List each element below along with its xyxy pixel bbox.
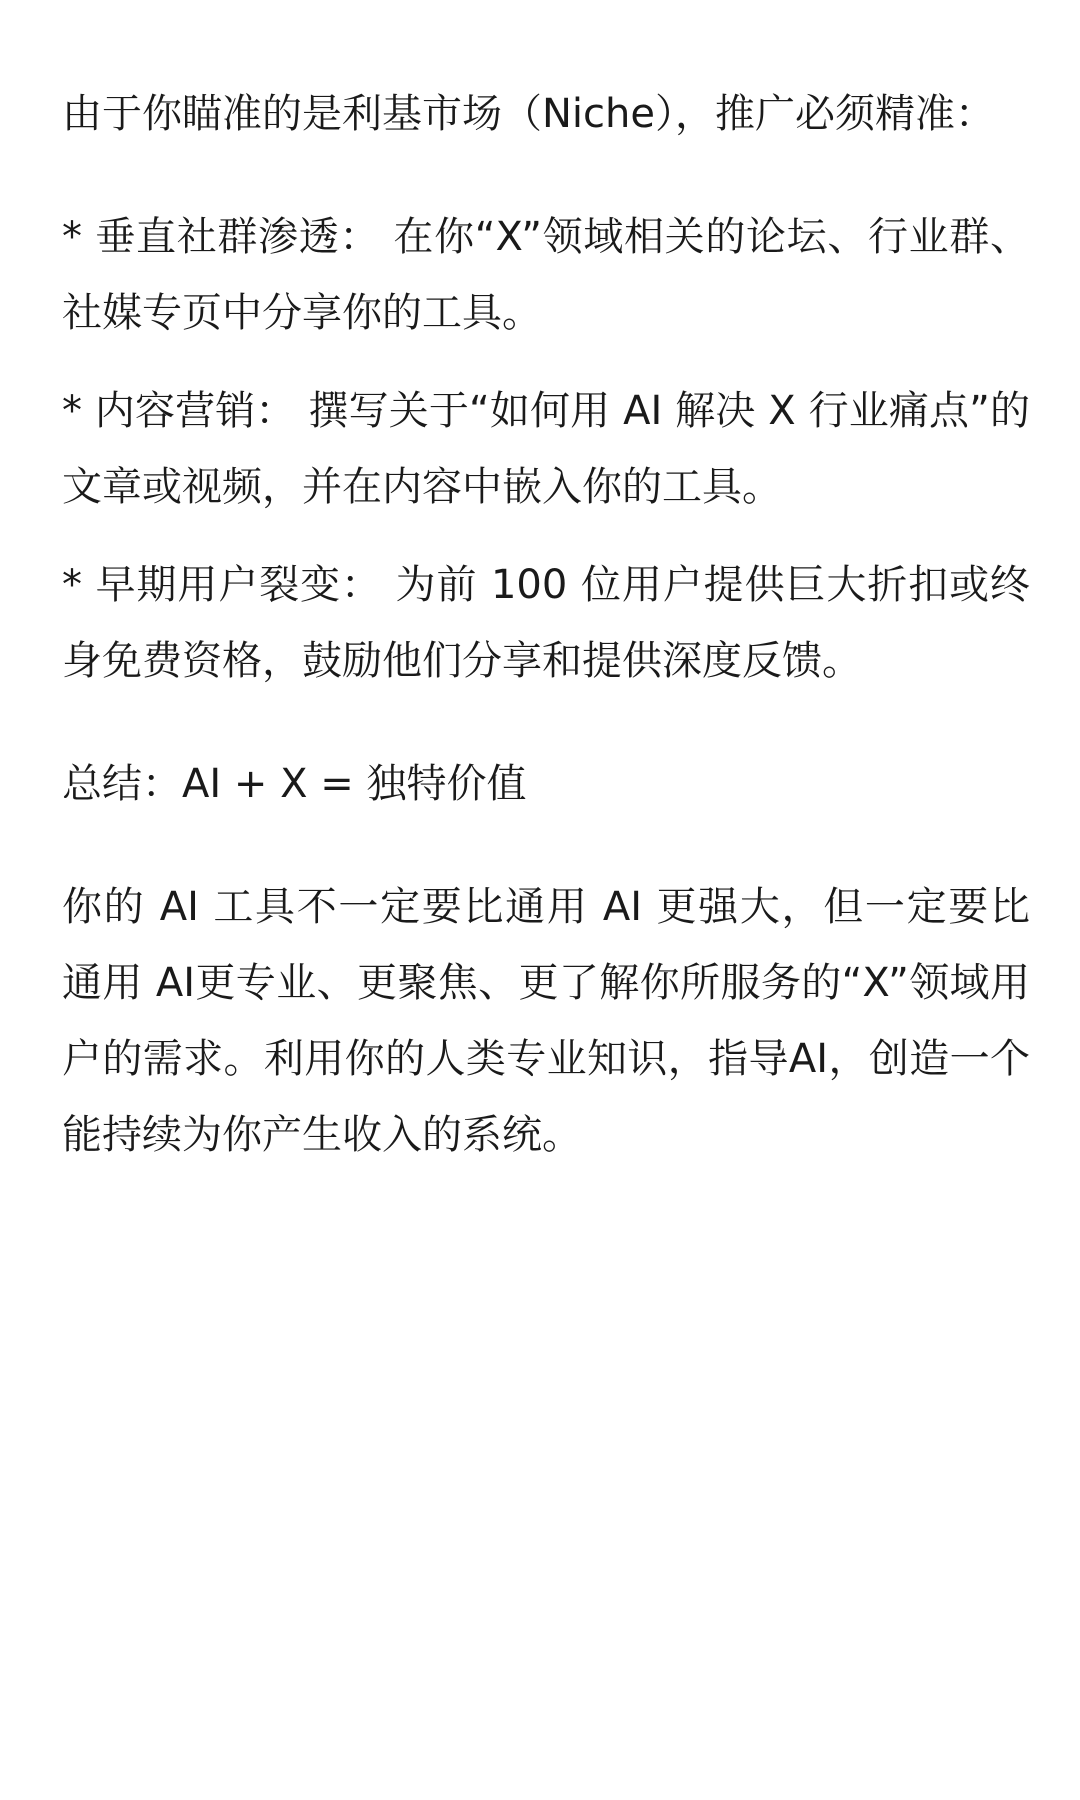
intro-paragraph: 由于你瞄准的是利基市场（Niche），推广必须精准： xyxy=(62,91,995,137)
bullet-content-marketing: * 内容营销： 撰写关于“如何用 AI 解决 X 行业痛点”的文章或视频，并在内容中嵌入你的工具。 xyxy=(62,388,1030,510)
summary-paragraph: 你的 AI 工具不一定要比通用 AI 更强大，但一定要比通用 AI更专业、更聚焦、更了解你所服务的“X”领域用户的需求。利用你的人类专业知识，指导AI，创造一个能持续为你产生收入的系统。 xyxy=(62,884,1030,1158)
bullet-early-user-growth: * 早期用户裂变： 为前 100 位用户提供巨大折扣或终身免费资格，鼓励他们分享和提供深度反馈。 xyxy=(62,562,1030,684)
article-body xyxy=(62,76,1030,1173)
bullet-vertical-community: * 垂直社群渗透： 在你“X”领域相关的论坛、行业群、社媒专页中分享你的工具。 xyxy=(62,214,1030,336)
summary-heading: 总结：AI + X = 独特价值 xyxy=(62,761,527,807)
